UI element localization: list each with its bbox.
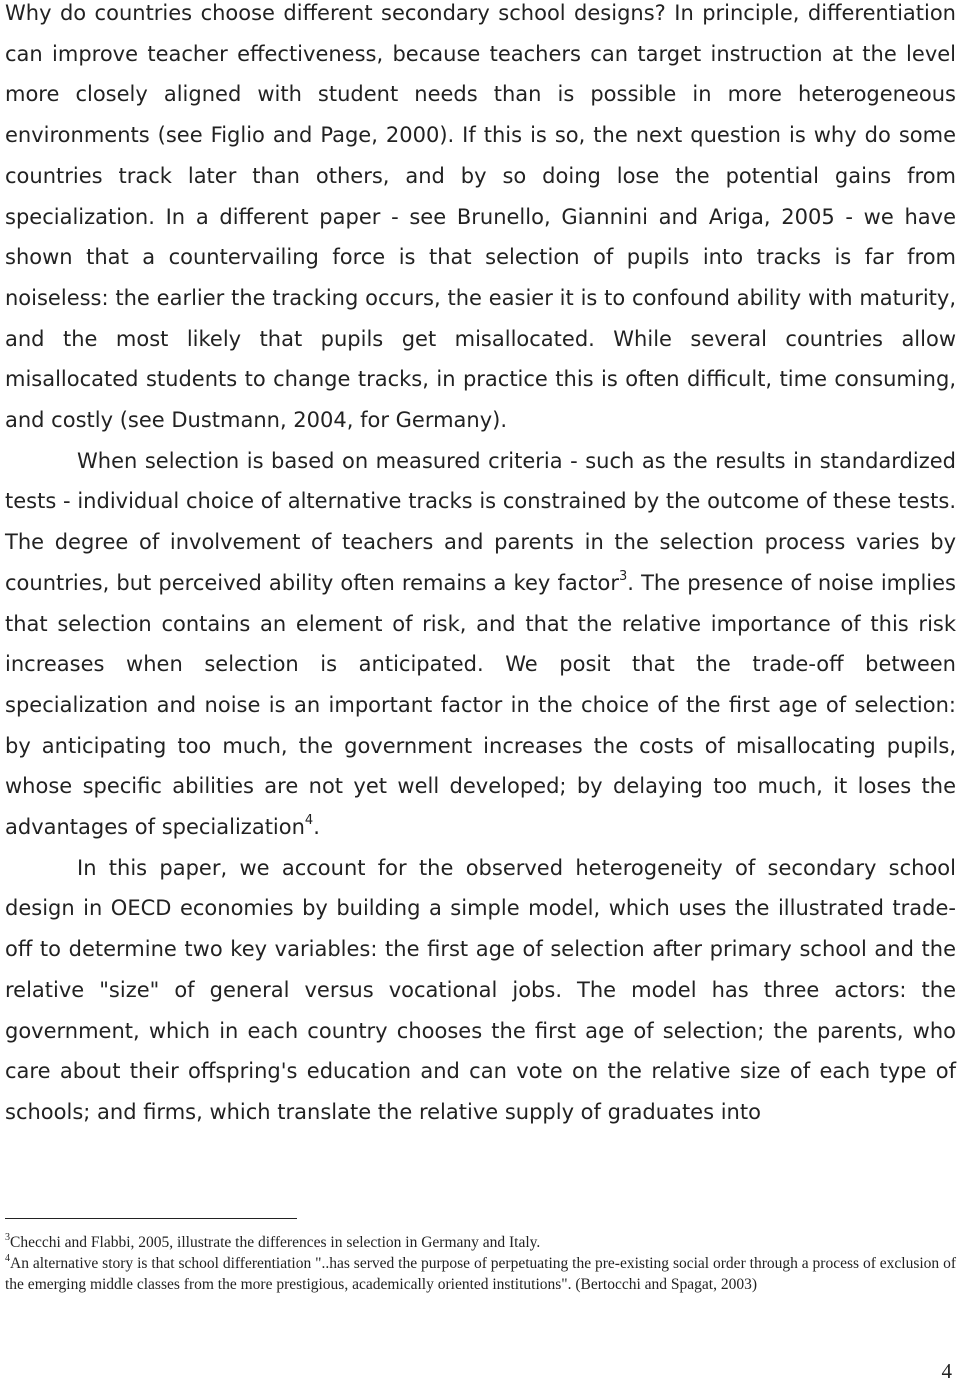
footnotes — [5, 1232, 956, 1295]
footnote-text: An alternative story is that school differentiation "..has served the purpose of perpetuating the pre-existing social order through a process of exclusion of the emerging middle classes from the more prestigious, academically oriented institutions". (Bertocchi and Spagat, 2003) — [5, 1255, 956, 1293]
footnote-number: 3 — [5, 1231, 10, 1243]
paragraph — [5, 848, 956, 1133]
footnote — [5, 1232, 956, 1253]
paragraph-text: In this paper, we account for the observed heterogeneity of secondary school design in OECD economies by building a simple model, which uses the illustrated trade-off to determine two key variables: the first age of selection after primary school and the relative "size" of general versus vocational jobs. The model has three actors: the government, which in each country chooses the first age of selection; the parents, who care about their offspring's education and can vote on the relative size of each type of schools; and firms, which translate the relative supply of graduates into — [5, 855, 956, 1124]
footnote-divider — [5, 1218, 297, 1219]
paragraph-text: . The presence of noise implies that selection contains an element of risk, and that the relative importance of this risk increases when selection is anticipated. We posit that the trade-off between specialization and noise is an important factor in the choice of the first age of selection: by anticipating too much, the government increases the costs of misallocating pupils, whose specific abilities are not yet well developed; by delaying too much, it loses the advantages of specialization — [5, 570, 956, 840]
footnote-reference[interactable]: 3 — [618, 568, 628, 584]
footnote-number: 4 — [5, 1252, 10, 1264]
page-number: 4 — [941, 1359, 952, 1383]
paragraph-text: Why do countries choose different secondary school designs? In principle, differentiation can improve teacher effectiveness, because teachers can target instruction at the level more closely aligned with student needs than is possible in more heterogeneous environments (see Figlio and Page, 2000). If this is so, the next question is why do some countries track later than others, and by so doing lose the potential gains from specialization. In a different paper - see Brunello, Giannini and Ariga, 2005 - we have shown that a countervailing force is that selection of pupils into tracks is far from noiseless: the earlier the tracking occurs, the easier it is to confound ability with maturity, and the most likely that pupils get misallocated. While several countries allow misallocated students to change tracks, in practice this is often difficult, time consuming, and costly (see Dustmann, 2004, for Germany). — [5, 1, 956, 433]
paragraph — [5, 441, 956, 848]
footnote — [5, 1253, 956, 1295]
paragraph-text: When selection is based on measured criteria - such as the results in standardized tests - individual choice of alternative tracks is constrained by the outcome of these tests. The degree of involvement of teachers and parents in the selection process varies by countries, but perceived ability often remains a key factor — [5, 448, 956, 595]
footnote-reference[interactable]: 4 — [304, 813, 314, 829]
paragraph — [5, 0, 956, 441]
body-text — [5, 0, 956, 1133]
footnote-text: Checchi and Flabbi, 2005, illustrate the differences in selection in Germany and Italy. — [10, 1234, 541, 1251]
paragraph-text: . — [313, 815, 320, 840]
